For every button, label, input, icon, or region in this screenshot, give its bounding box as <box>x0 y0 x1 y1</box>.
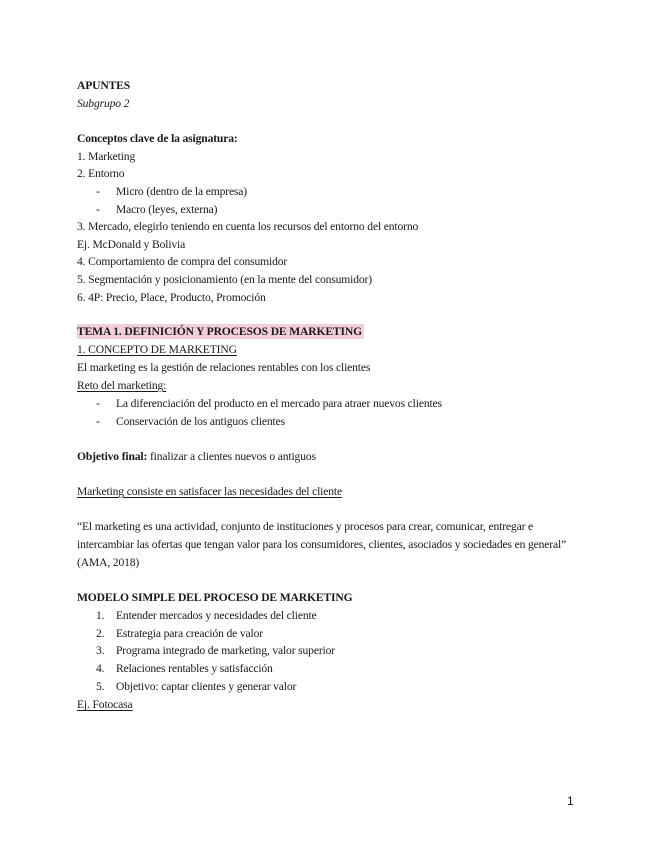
step-text: Programa integrado de marketing, valor superior <box>116 644 335 657</box>
tema1-heading <box>77 324 364 340</box>
key-concept-item: 4. Comportamiento de compra del consumidor <box>77 255 288 268</box>
page-number: 1 <box>567 794 574 808</box>
step-number: 3. <box>96 644 105 657</box>
objective-label: Objetivo final: <box>77 450 148 463</box>
key-concept-subitem: Macro (leyes, externa) <box>116 203 218 216</box>
quote-line-2: intercambiar las ofertas que tengan valor para los consumidores, clientes, asociados y sociedades en general” <box>77 538 567 551</box>
challenge-item: Conservación de los antiguos clientes <box>116 415 285 428</box>
challenge-item: La diferenciación del producto en el mercado para atraer nuevos clientes <box>116 397 442 410</box>
step-number: 4. <box>96 662 105 675</box>
bullet-dash: - <box>96 203 100 216</box>
step-text: Estrategia para creación de valor <box>116 627 263 640</box>
key-concept-item: 5. Segmentación y posicionamiento (en la mente del consumidor) <box>77 273 372 286</box>
step-text: Relaciones rentables y satisfacción <box>116 662 273 675</box>
marketing-definition: El marketing es la gestión de relaciones rentables con los clientes <box>77 361 371 374</box>
bullet-dash: - <box>96 397 100 410</box>
step-text: Entender mercados y necesidades del cliente <box>116 609 317 622</box>
document-subtitle: Subgrupo 2 <box>77 97 130 110</box>
document-title: APUNTES <box>77 79 131 92</box>
key-concept-subitem: Micro (dentro de la empresa) <box>116 185 248 198</box>
step-number: 2. <box>96 627 105 640</box>
key-concepts-heading: Conceptos clave de la asignatura: <box>77 132 238 145</box>
key-concept-item: Ej. McDonald y Bolivia <box>77 238 186 251</box>
key-concept-item: 2. Entorno <box>77 167 125 180</box>
quote-source: (AMA, 2018) <box>77 556 140 569</box>
step-text: Objetivo: captar clientes y generar valor <box>116 680 297 693</box>
step-number: 1. <box>96 609 105 622</box>
concept-subheading: 1. CONCEPTO DE MARKETING <box>77 343 237 356</box>
marketing-consists: Marketing consiste en satisfacer las necesidades del cliente <box>77 485 342 498</box>
model-example: Ej. Fotocasa <box>77 698 133 711</box>
bullet-dash: - <box>96 415 100 428</box>
objective-text: finalizar a clientes nuevos o antiguos <box>147 450 316 463</box>
step-number: 5. <box>96 680 105 693</box>
challenge-label: Reto del marketing: <box>77 379 167 392</box>
bullet-dash: - <box>96 185 100 198</box>
key-concept-item: 6. 4P: Precio, Place, Producto, Promoción <box>77 291 266 304</box>
objective-line <box>77 449 316 465</box>
quote-line-1: “El marketing es una actividad, conjunto de instituciones y procesos para crear, comunicar, entregar e <box>77 520 534 533</box>
tema1-heading-text: TEMA 1. DEFINICIÓN Y PROCESOS DE MARKETING <box>77 325 362 338</box>
key-concept-item: 1. Marketing <box>77 150 136 163</box>
key-concept-item: 3. Mercado, elegirlo teniendo en cuenta los recursos del entorno del entorno <box>77 220 419 233</box>
model-heading: MODELO SIMPLE DEL PROCESO DE MARKETING <box>77 591 353 604</box>
